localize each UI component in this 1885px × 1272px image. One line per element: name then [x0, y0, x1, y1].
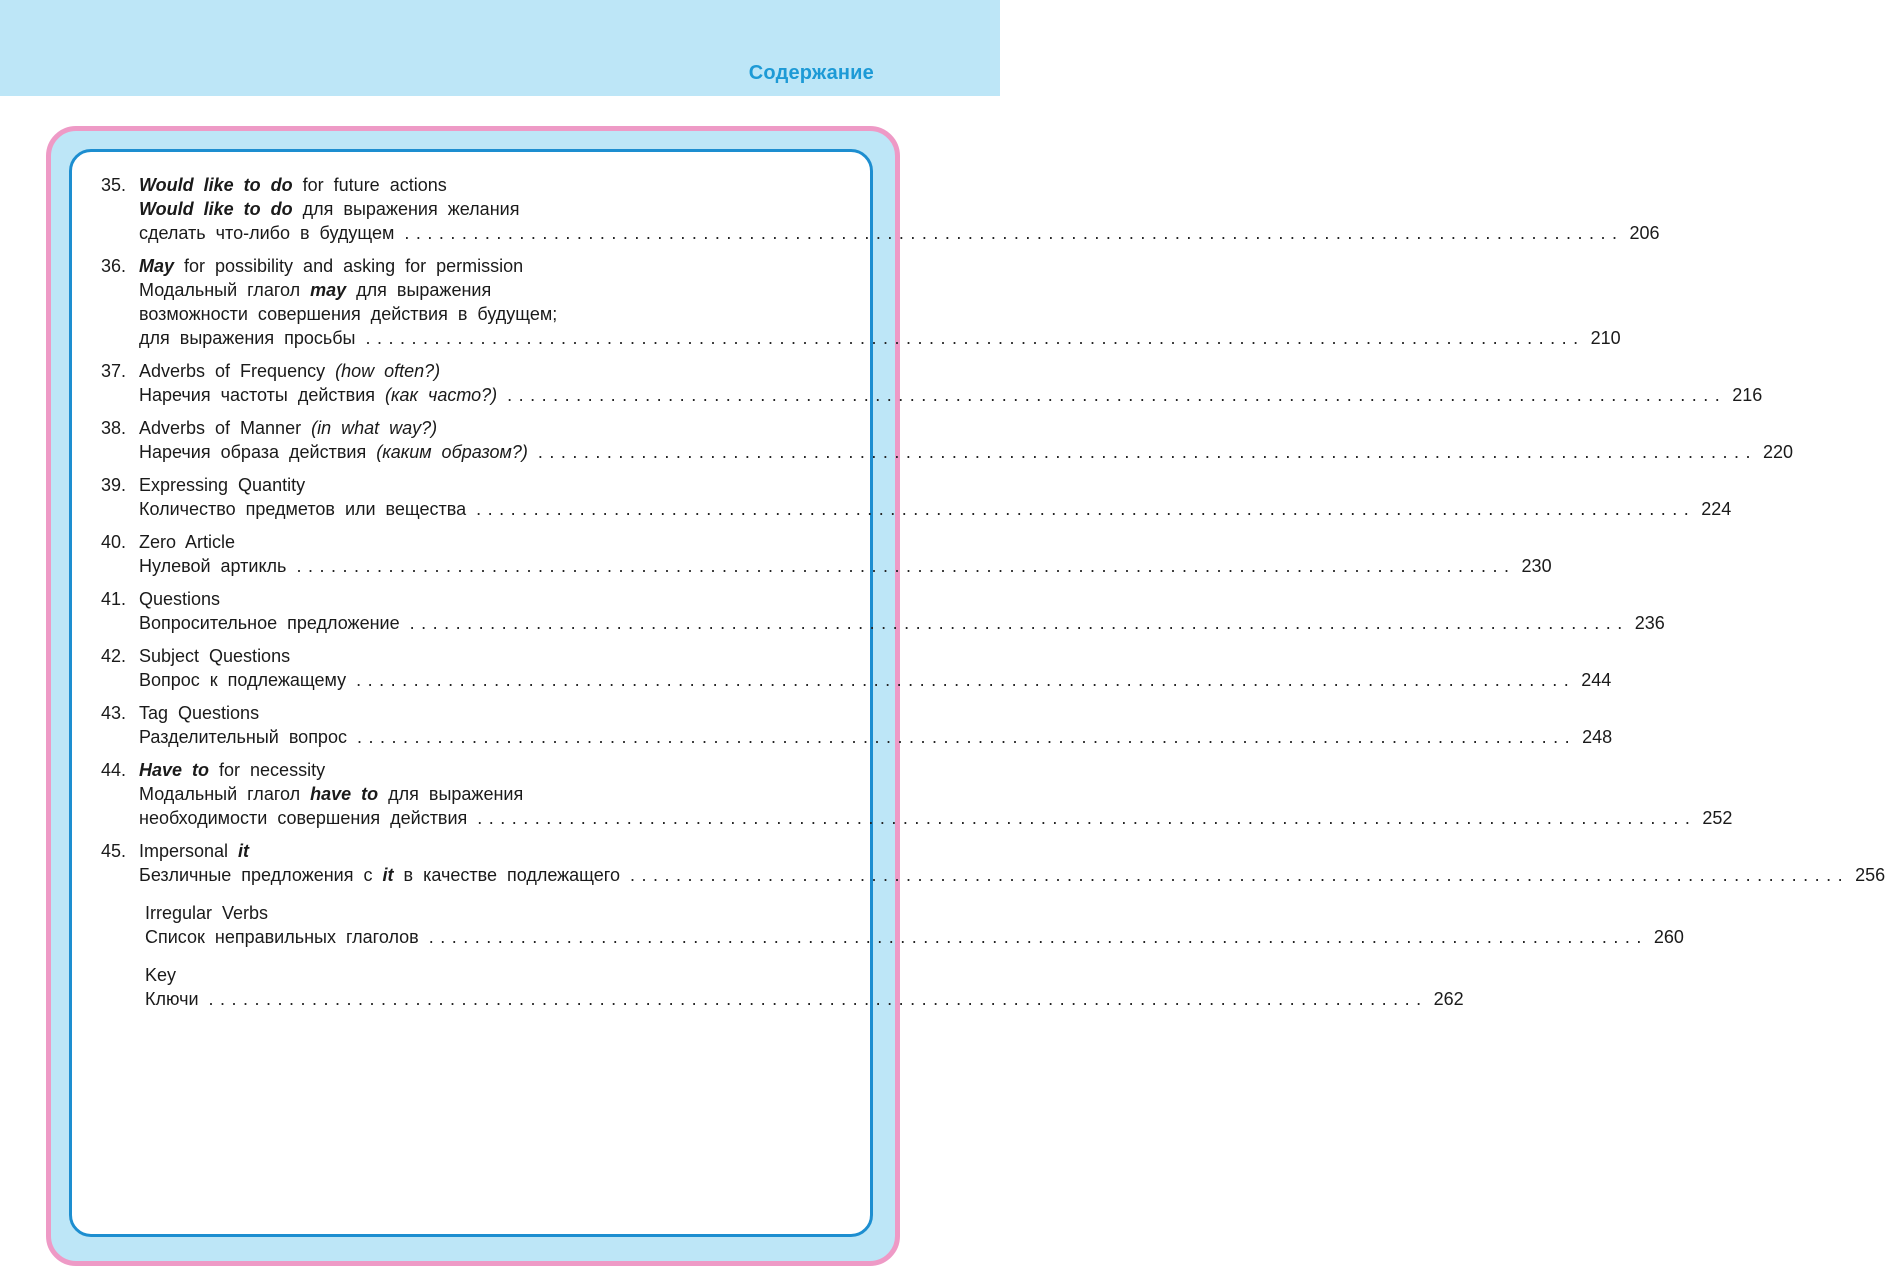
entry-title: Key	[145, 965, 177, 985]
entry-number: 36.	[101, 256, 127, 276]
entry-subtitle-em: Would like to do	[139, 199, 293, 219]
page-number: 220	[1762, 442, 1793, 462]
entry-subtitle: Вопрос к подлежащему	[139, 670, 347, 690]
entry-number: 40.	[101, 532, 127, 552]
entry-subtitle: Наречия образа действия	[139, 442, 377, 462]
dot-leader: ..........................................................................................................	[428, 927, 1648, 947]
dot-leader: ..........................................................................................................	[356, 727, 1577, 747]
entry-subtitle: для выражения просьбы	[139, 328, 356, 348]
entry-title-italic: (in what way?)	[311, 418, 438, 438]
entry-subtitle: для выражения	[346, 280, 492, 300]
entry-subtitle: для выражения желания	[292, 199, 520, 219]
entry-subtitle: сделать что-либо в будущем	[139, 223, 395, 243]
entry-title: Adverbs of Manner	[139, 418, 312, 438]
entry-title: Subject Questions	[139, 646, 291, 666]
page-number: 244	[1581, 670, 1612, 690]
entry-title-em: Would like to do	[139, 175, 293, 195]
entry-title: Questions	[139, 589, 221, 609]
entry-number: 44.	[101, 760, 127, 780]
entry-number: 42.	[101, 646, 127, 666]
entry-subtitle: Модальный глагол	[139, 280, 311, 300]
page-number: 210	[1590, 328, 1621, 348]
entry-subtitle-em: it	[382, 865, 394, 885]
entry-number: 41.	[101, 589, 127, 609]
dot-leader: ..........................................................................................................	[476, 499, 1696, 519]
entry-title-em: May	[139, 256, 175, 276]
toc-entry-37[interactable]	[101, 359, 1763, 407]
entry-subtitle: в качестве подлежащего	[393, 865, 620, 885]
entry-title: Tag Questions	[139, 703, 260, 723]
entry-title: Irregular Verbs	[145, 903, 269, 923]
entry-title: Expressing Quantity	[139, 475, 306, 495]
entry-subtitle: Наречия частоты действия	[139, 385, 386, 405]
entry-subtitle-italic: (как часто?)	[385, 385, 498, 405]
entry-subtitle: Модальный глагол	[139, 784, 311, 804]
entry-subtitle: Количество предметов или вещества	[139, 499, 467, 519]
entry-number: 37.	[101, 361, 127, 381]
entry-title: Adverbs of Frequency	[139, 361, 336, 381]
entry-subtitle: Разделительный вопрос	[139, 727, 347, 747]
entry-number: 39.	[101, 475, 127, 495]
page-number: 230	[1521, 556, 1552, 576]
entry-title: for possibility and asking for permission	[174, 256, 524, 276]
entry-subtitle: Ключи	[145, 989, 199, 1009]
page-number: 248	[1582, 727, 1613, 747]
entry-subtitle: необходимости совершения действия	[139, 808, 468, 828]
toc-entry-39[interactable]	[101, 473, 1732, 521]
page-number: 256	[1855, 865, 1885, 885]
entry-number: 45.	[101, 841, 127, 861]
entry-subtitle: Вопросительное предложение	[139, 613, 400, 633]
toc-entry-41[interactable]	[101, 587, 1665, 635]
dot-leader: ..........................................................................................................	[296, 556, 1516, 576]
dot-leader: ..........................................................................................................	[404, 223, 1624, 243]
entry-title-em: it	[238, 841, 250, 861]
entry-title: Zero Article	[139, 532, 236, 552]
entry-title-em: Have to	[139, 760, 210, 780]
entry-subtitle: возможности совершения действия в будущем;	[139, 304, 558, 324]
page-number: 224	[1701, 499, 1732, 519]
toc-entry-45[interactable]	[101, 839, 1885, 887]
entry-title-italic: (how often?)	[335, 361, 441, 381]
dot-leader: ..........................................................................................................	[629, 865, 1850, 885]
entry-subtitle: Нулевой артикль	[139, 556, 287, 576]
page-number: 262	[1433, 989, 1464, 1009]
entry-title: for future actions	[292, 175, 447, 195]
entry-number: 35.	[101, 175, 127, 195]
dot-leader: ..........................................................................................................	[409, 613, 1629, 633]
table-of-contents	[101, 173, 1885, 1025]
toc-entry-38[interactable]	[101, 416, 1793, 464]
toc-entry-irregular-verbs[interactable]	[101, 901, 1684, 949]
entry-title: for necessity	[209, 760, 326, 780]
toc-entry-36[interactable]	[101, 254, 1621, 350]
page-number: 206	[1629, 223, 1660, 243]
entry-subtitle: Список неправильных глаголов	[145, 927, 419, 947]
dot-leader: ..........................................................................................................	[507, 385, 1727, 405]
page-number: 236	[1634, 613, 1665, 633]
entry-subtitle-em: have to	[310, 784, 379, 804]
page-number: 260	[1653, 927, 1684, 947]
dot-leader: ..........................................................................................................	[365, 328, 1585, 348]
toc-entry-35[interactable]	[101, 173, 1660, 245]
toc-entry-key[interactable]	[101, 963, 1464, 1011]
toc-entry-42[interactable]	[101, 644, 1612, 692]
toc-entry-40[interactable]	[101, 530, 1552, 578]
dot-leader: ..........................................................................................................	[356, 670, 1576, 690]
dot-leader: ..........................................................................................................	[477, 808, 1697, 828]
page-number: 252	[1702, 808, 1733, 828]
entry-subtitle-em: may	[310, 280, 347, 300]
entry-number: 43.	[101, 703, 127, 723]
dot-leader: ..........................................................................................................	[208, 989, 1428, 1009]
entry-number: 38.	[101, 418, 127, 438]
toc-entry-43[interactable]	[101, 701, 1613, 749]
page-number: 216	[1732, 385, 1763, 405]
entry-subtitle-italic: (каким образом?)	[376, 442, 528, 462]
dot-leader: ..........................................................................................................	[537, 442, 1757, 462]
entry-subtitle: для выражения	[378, 784, 524, 804]
entry-subtitle: Безличные предложения с	[139, 865, 383, 885]
entry-title: Impersonal	[139, 841, 239, 861]
page-title: Содержание	[748, 62, 874, 84]
toc-entry-44[interactable]	[101, 758, 1733, 830]
